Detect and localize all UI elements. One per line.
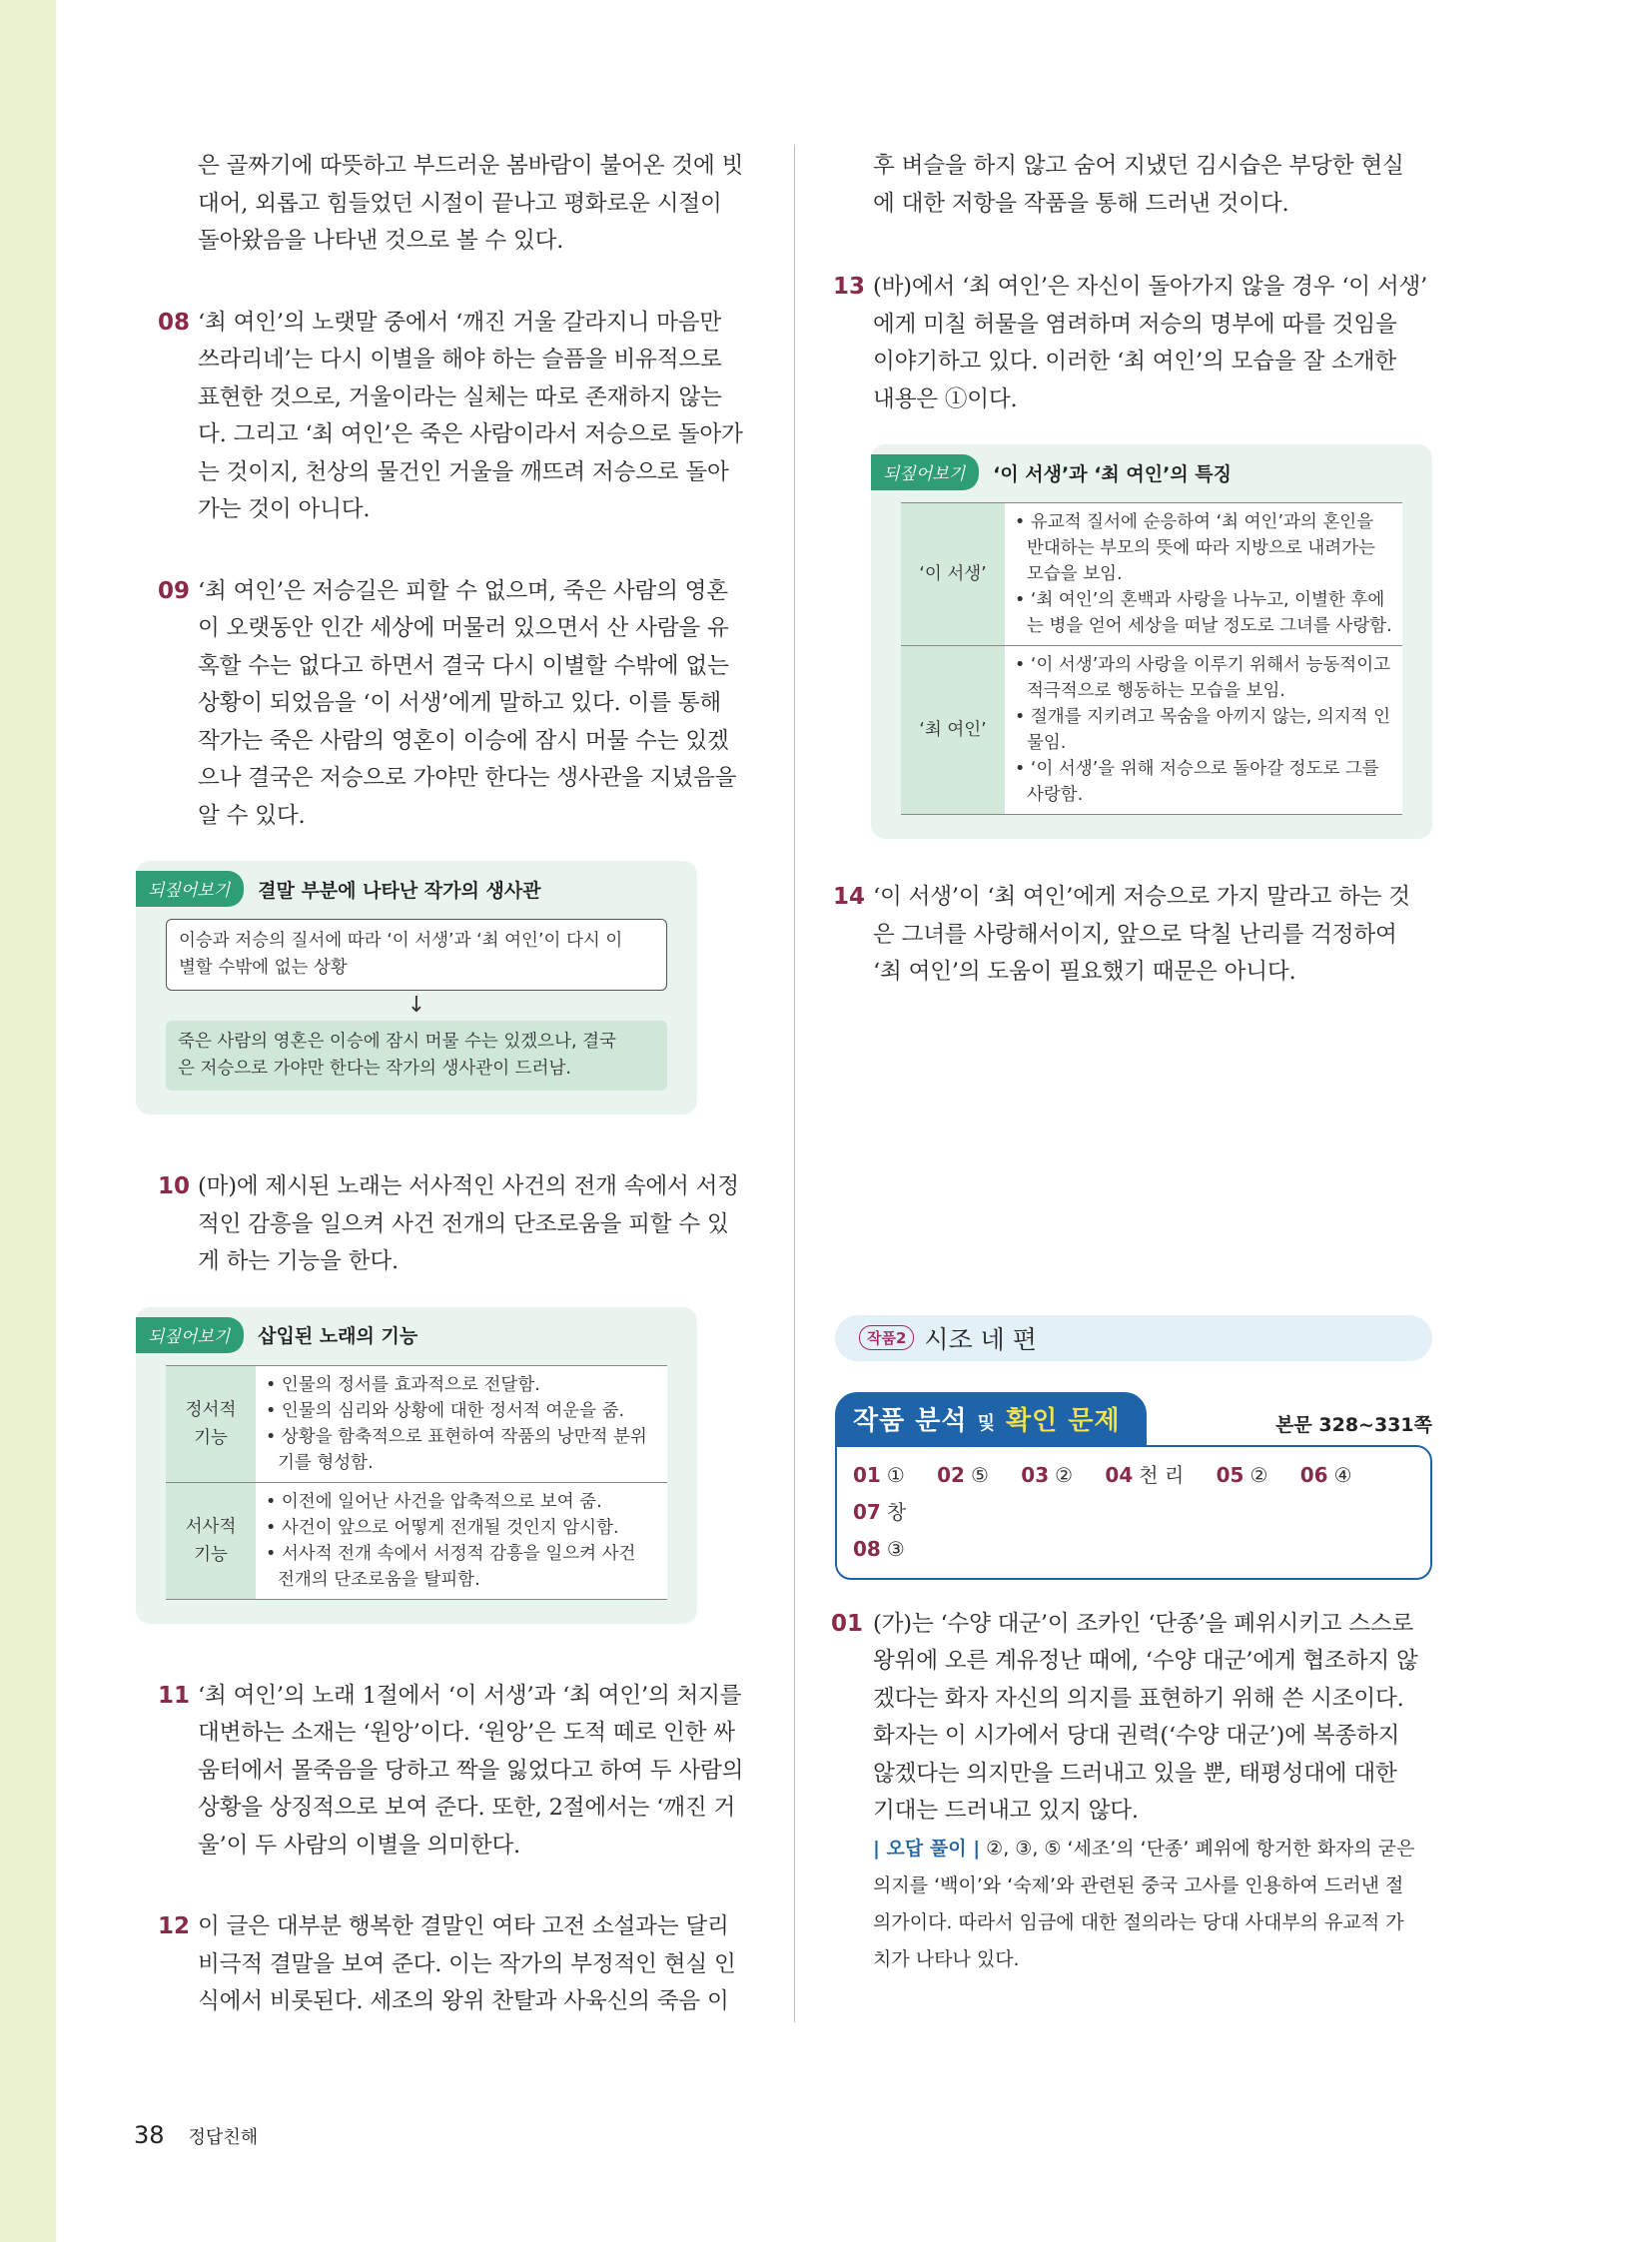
- review-tag: 되짚어보기: [871, 454, 979, 490]
- review-title: ‘이 서생’과 ‘최 여인’의 특징: [993, 462, 1232, 485]
- answers-page-ref: 본문 328~331쪽: [1275, 1413, 1432, 1436]
- wrong-answer-explanation: | 오답 풀이 | ②, ③, ⑤ ‘세조’의 ‘단종’ 폐위에 항거한 화자의 굳은 의지를 ‘백이’와 ‘숙제’와 관련된 중국 고사를 인용하여 드러낸 절 의가이다. 따라서 임금에 대한 절의라는 당대 사대부의 유교적 가 치가 나타나 있다.: [873, 1837, 1415, 1970]
- down-arrow-icon: ↓: [407, 993, 426, 1018]
- row-key: 정서적 기능: [166, 1365, 256, 1482]
- item-14: [835, 879, 1432, 992]
- row-values: • 인물의 정서를 효과적으로 전달함. • 인물의 심리와 상황에 대한 정서적 여운을 줌. • 상황을 함축적으로 표현하여 작품의 낭만적 분위기를 형성함.: [256, 1365, 667, 1482]
- item-text: 이 글은 대부분 행복한 결말인 여타 고전 소설과는 달리 비극적 결말을 보여 준다. 이는 작가의 부정적인 현실 인 식에서 비롯된다. 세조의 왕위 찬탈과 사육신의 죽음 이: [198, 1913, 736, 2014]
- review-box-head: [871, 454, 1402, 490]
- row-key: ‘이 서생’: [901, 503, 1005, 646]
- item-08: [160, 305, 757, 529]
- item-11: [160, 1678, 757, 1866]
- item-01: [831, 1606, 1432, 1978]
- work-title: 시조 네 편: [924, 1324, 1037, 1354]
- answer-item: 04 천 리: [1105, 1462, 1185, 1487]
- page-number: 38: [134, 2121, 165, 2149]
- table-row: [901, 503, 1402, 646]
- review-box-head: [136, 1317, 667, 1353]
- footer-label: 정답친해: [188, 2127, 259, 2148]
- item-number: 11: [158, 1682, 191, 1709]
- review-title: 결말 부분에 나타난 작가의 생사관: [258, 879, 541, 902]
- item-text: ‘최 여인’의 노랫말 중에서 ‘깨진 거울 갈라지니 마음만 쓰라리네’는 다시 이별을 해야 하는 슬픔을 비유적으로 표현한 것으로, 거울이라는 실체는 따로 존재하지 않는 다. 그리고 ‘최 여인’은 죽은 사람이라서 저승으로 돌아가 는 것이지, 천상의 물건인 거울을 깨뜨려 저승으로 돌아 가는 것이 아니다.: [198, 309, 743, 522]
- answer-item: 06 ④: [1299, 1462, 1352, 1487]
- answer-item: 01 ①: [853, 1462, 905, 1487]
- flow-top-box: 이승과 저승의 질서에 따라 ‘이 서생’과 ‘최 여인’이 다시 이 별할 수밖에 없는 상황: [166, 919, 667, 991]
- answer-item: 02 ⑤: [937, 1462, 989, 1487]
- item-number: 01: [831, 1610, 864, 1637]
- item-text: ‘이 서생’이 ‘최 여인’에게 저승으로 가지 말라고 하는 것 은 그녀를 사랑해서이지, 앞으로 닥칠 난리를 걱정하여 ‘최 여인’의 도움이 필요했기 때문은 아니다.: [873, 884, 1410, 985]
- item-10: [160, 1168, 757, 1281]
- right-column: [831, 148, 1432, 1978]
- item-text: (마)에 제시된 노래는 서사적인 사건의 전개 속에서 서정 적인 감흥을 일으켜 사건 전개의 단조로움을 피할 수 있 게 하는 기능을 한다.: [198, 1173, 739, 1274]
- left-column: [148, 148, 757, 2021]
- work-title-bar: [835, 1315, 1432, 1361]
- review-box-song-function: [136, 1307, 697, 1624]
- item-12: [160, 1908, 757, 2021]
- characters-table: [901, 502, 1402, 815]
- review-title: 삽입된 노래의 기능: [258, 1325, 418, 1347]
- column-divider: [794, 145, 795, 2022]
- row-values: • 이전에 일어난 사건을 압축적으로 보여 줌. • 사건이 앞으로 어떻게 전개될 것인지 암시함. • 서사적 전개 속에서 서정적 감흥을 일으켜 사건 전개의 단조로움을 탈피함.: [256, 1482, 667, 1599]
- item-text: ‘최 여인’의 노래 1절에서 ‘이 서생’과 ‘최 여인’의 처지를 대변하는 소재는 ‘원앙’이다. ‘원앙’은 도적 떼로 인한 싸 움터에서 몰죽음을 당하고 짝을 잃었다고 하여 두 사람의 상황을 상징적으로 보여 준다. 또한, 2절에서는 ‘깨진 거 울’이 두 사람의 이별을 의미한다.: [198, 1682, 744, 1859]
- answer-item: 05 ②: [1216, 1462, 1268, 1487]
- item-number: 08: [158, 309, 191, 336]
- work-section: [831, 1315, 1432, 1978]
- review-box-characters: [871, 444, 1432, 839]
- right-intro-text: 후 벼슬을 하지 않고 숨어 지냈던 김시습은 부당한 현실 에 대한 저항을 작품을 통해 드러낸 것이다.: [873, 153, 1404, 217]
- song-function-table: [166, 1365, 667, 1600]
- item-number: 10: [158, 1173, 191, 1199]
- item-13: [835, 269, 1432, 418]
- table-row: [166, 1482, 667, 1599]
- flow-bottom-box: 죽은 사람의 영혼은 이승에 잠시 머물 수는 있겠으나, 결국 은 저승으로 가야만 한다는 작가의 생사관이 드러남.: [166, 1021, 667, 1091]
- answers-head: [835, 1389, 1432, 1445]
- side-strip: [0, 0, 56, 2242]
- review-tag: 되짚어보기: [136, 1317, 244, 1353]
- item-number: 14: [833, 884, 866, 910]
- work-tag: 작품2: [859, 1325, 914, 1350]
- answers-banner: 작품 분석 및 확인 문제: [835, 1392, 1147, 1445]
- item-09: [160, 573, 757, 836]
- item-text: (바)에서 ‘최 여인’은 자신이 돌아가지 않을 경우 ‘이 서생’ 에게 미칠 허물을 염려하며 저승의 명부에 따를 것임을 이야기하고 있다. 이러한 ‘최 여인’의 모습을 잘 소개한 내용은 ①이다.: [873, 274, 1428, 412]
- review-box-life-death: [136, 861, 697, 1115]
- answer-item: 08 ③: [853, 1536, 905, 1561]
- item-number: 09: [158, 577, 191, 604]
- review-tag: 되짚어보기: [136, 871, 244, 907]
- answers-section: [835, 1389, 1432, 1580]
- item-number: 12: [158, 1913, 191, 1939]
- row-values: • 유교적 질서에 순응하여 ‘최 여인’과의 혼인을 반대하는 부모의 뜻에 따라 지방으로 내려가는 모습을 보임. • ‘최 여인’의 혼백과 사랑을 나누고, 이별한 후에는 병을 얻어 세상을 떠날 정도로 그녀를 사랑함.: [1005, 503, 1402, 646]
- item-text: (가)는 ‘수양 대군’이 조카인 ‘단종’을 폐위시키고 스스로 왕위에 오른 계유정난 때에, ‘수양 대군’에게 협조하지 않 겠다는 화자 자신의 의지를 표현하기 위해 쓴 시조이다. 화자는 이 시가에서 당대 권력(‘수양 대군’)에 복종하지 않겠다는 의지만을 드러내고 있을 뿐, 태평성대에 대한 기대는 드러내고 있지 않다.: [873, 1610, 1418, 1824]
- left-intro-text: 은 골짜기에 따뜻하고 부드러운 봄바람이 불어온 것에 빗 대어, 외롭고 힘들었던 시절이 끝나고 평화로운 시절이 돌아왔음을 나타낸 것으로 볼 수 있다.: [198, 153, 744, 254]
- right-intro: [835, 148, 1432, 223]
- answers-box: [835, 1445, 1432, 1580]
- answer-item: 07 창: [853, 1499, 907, 1524]
- wrong-answer-label: | 오답 풀이 |: [873, 1837, 981, 1860]
- table-row: [901, 646, 1402, 815]
- left-intro: [160, 148, 757, 261]
- row-values: • ‘이 서생’과의 사랑을 이루기 위해서 능동적이고 적극적으로 행동하는 모습을 보임. • 절개를 지키려고 목숨을 아끼지 않는, 의지적 인물임. • ‘이 서생’을 위해 저승으로 돌아갈 정도로 그를 사랑함.: [1005, 646, 1402, 815]
- item-number: 13: [833, 274, 866, 300]
- row-key: ‘최 여인’: [901, 646, 1005, 815]
- page-footer: [134, 2121, 258, 2149]
- review-box-head: [136, 871, 667, 907]
- item-text: ‘최 여인’은 저승길은 피할 수 없으며, 죽은 사람의 영혼 이 오랫동안 인간 세상에 머물러 있으면서 산 사람을 유 혹할 수는 없다고 하면서 결국 다시 이별할 수밖에 없는 상황이 되었음을 ‘이 서생’에게 말하고 있다. 이를 통해 작가는 죽은 사람의 영혼이 이승에 잠시 머물 수는 있겠 으나 결국은 저승으로 가야만 한다는 생사관을 지녔음을 알 수 있다.: [198, 577, 737, 829]
- row-key: 서사적 기능: [166, 1482, 256, 1599]
- answer-item: 03 ②: [1021, 1462, 1074, 1487]
- table-row: [166, 1365, 667, 1482]
